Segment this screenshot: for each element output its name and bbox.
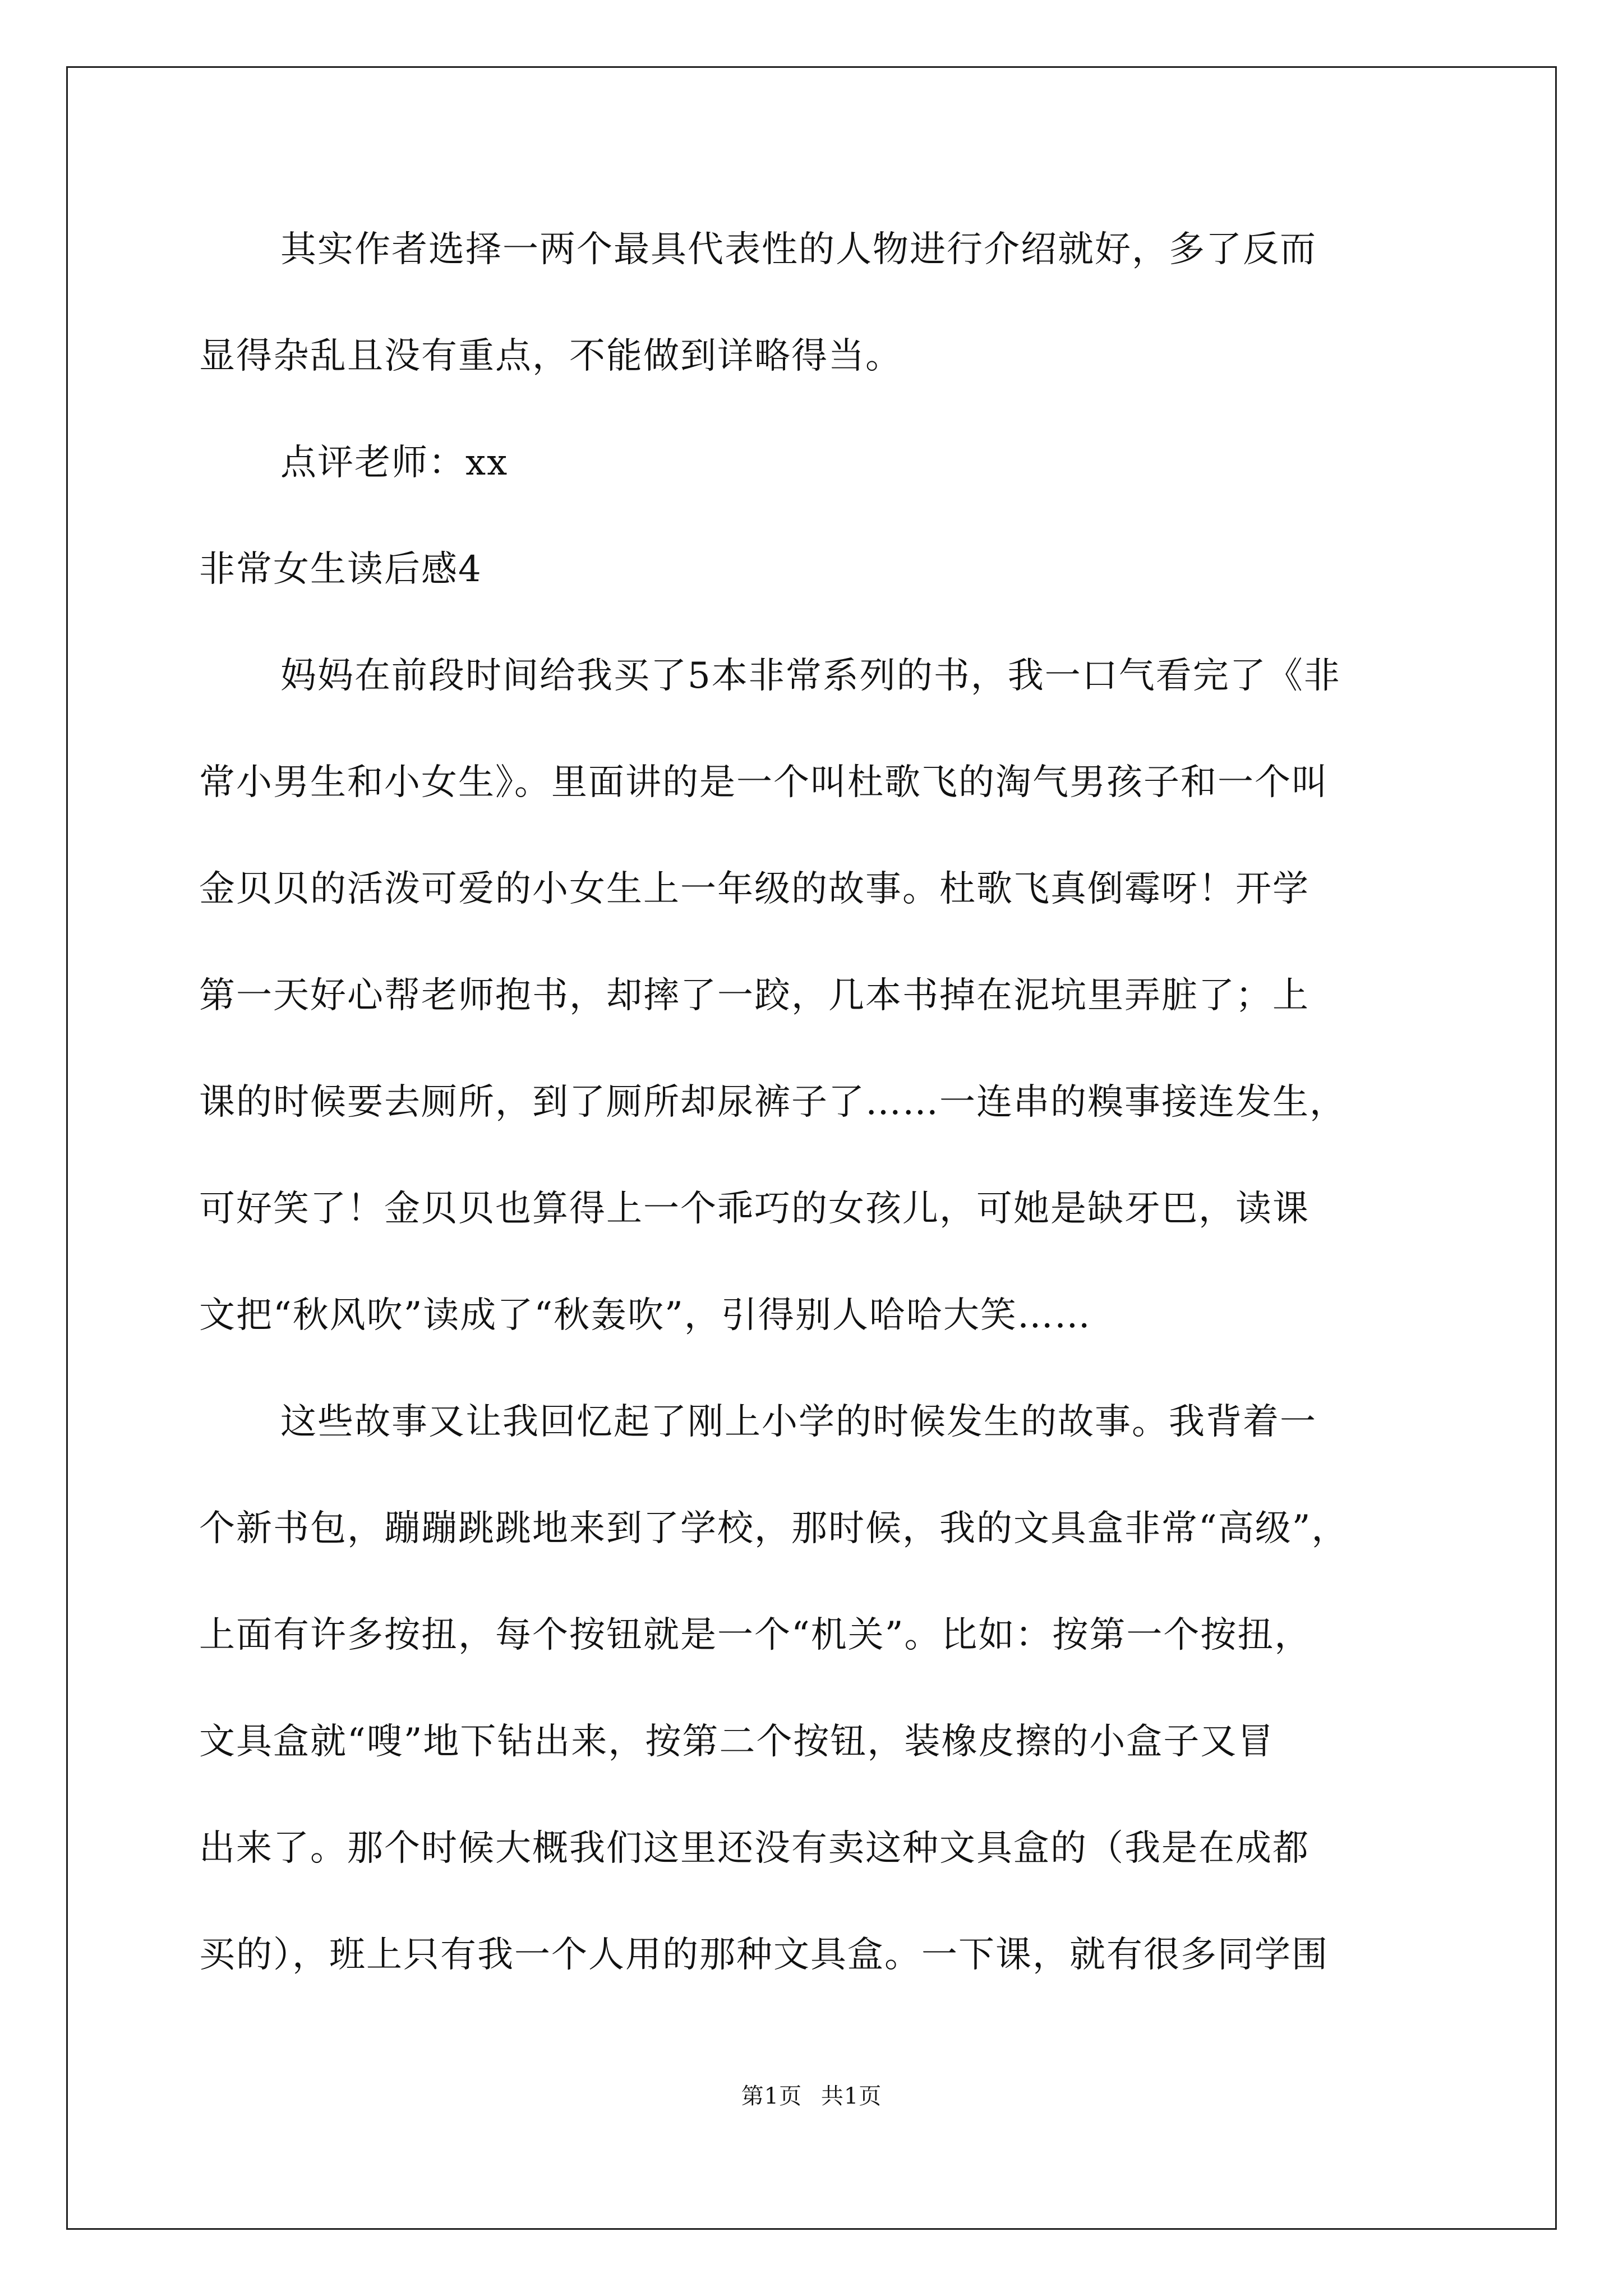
page-footer bbox=[0, 2078, 1623, 2110]
page-total: 共1页 bbox=[820, 2083, 882, 2109]
paragraph-line: 第一天好心帮老师抱书，却摔了一跤，几本书掉在泥坑里弄脏了；上 bbox=[199, 975, 1310, 1016]
paragraph-line: 买的），班上只有我一个人用的那种文具盒。一下课，就有很多同学围 bbox=[199, 1934, 1329, 1976]
section-heading: 非常女生读后感4 bbox=[199, 549, 482, 590]
paragraph-line: 显得杂乱且没有重点，不能做到详略得当。 bbox=[199, 335, 902, 377]
paragraph-line: 课的时候要去厕所，到了厕所却尿裤子了……一连串的糗事接连发生， bbox=[199, 1082, 1347, 1123]
reviewer-line: 点评老师：xx bbox=[280, 442, 509, 484]
paragraph-line: 妈妈在前段时间给我买了5本非常系列的书，我一口气看完了《非 bbox=[280, 655, 1341, 697]
paragraph-line: 常小男生和小女生》。里面讲的是一个叫杜歌飞的淘气男孩子和一个叫 bbox=[199, 762, 1329, 803]
paragraph-line: 金贝贝的活泼可爱的小女生上一年级的故事。杜歌飞真倒霉呀！开学 bbox=[199, 868, 1310, 910]
paragraph-line: 可好笑了！金贝贝也算得上一个乖巧的女孩儿，可她是缺牙巴，读课 bbox=[199, 1188, 1310, 1230]
paragraph-line: 这些故事又让我回忆起了刚上小学的时候发生的故事。我背着一 bbox=[280, 1401, 1317, 1443]
paragraph-line: 出来了。那个时候大概我们这里还没有卖这种文具盒的（我是在成都 bbox=[199, 1828, 1310, 1869]
paragraph-line: 其实作者选择一两个最具代表性的人物进行介绍就好，多了反而 bbox=[280, 229, 1317, 270]
document-body bbox=[199, 219, 1438, 2031]
paragraph-line: 文把“秋风吹”读成了“秋轰吹”，引得别人哈哈大笑…… bbox=[199, 1295, 1091, 1336]
paragraph-line: 上面有许多按扭，每个按钮就是一个“机关”。比如：按第一个按扭， bbox=[199, 1614, 1312, 1656]
page-number: 第1页 bbox=[741, 2083, 803, 2109]
paragraph-line: 个新书包，蹦蹦跳跳地来到了学校，那时候，我的文具盒非常“高级”， bbox=[199, 1508, 1349, 1549]
paragraph-line: 文具盒就“嗖”地下钻出来，按第二个按钮，装橡皮擦的小盒子又冒 bbox=[199, 1721, 1275, 1763]
